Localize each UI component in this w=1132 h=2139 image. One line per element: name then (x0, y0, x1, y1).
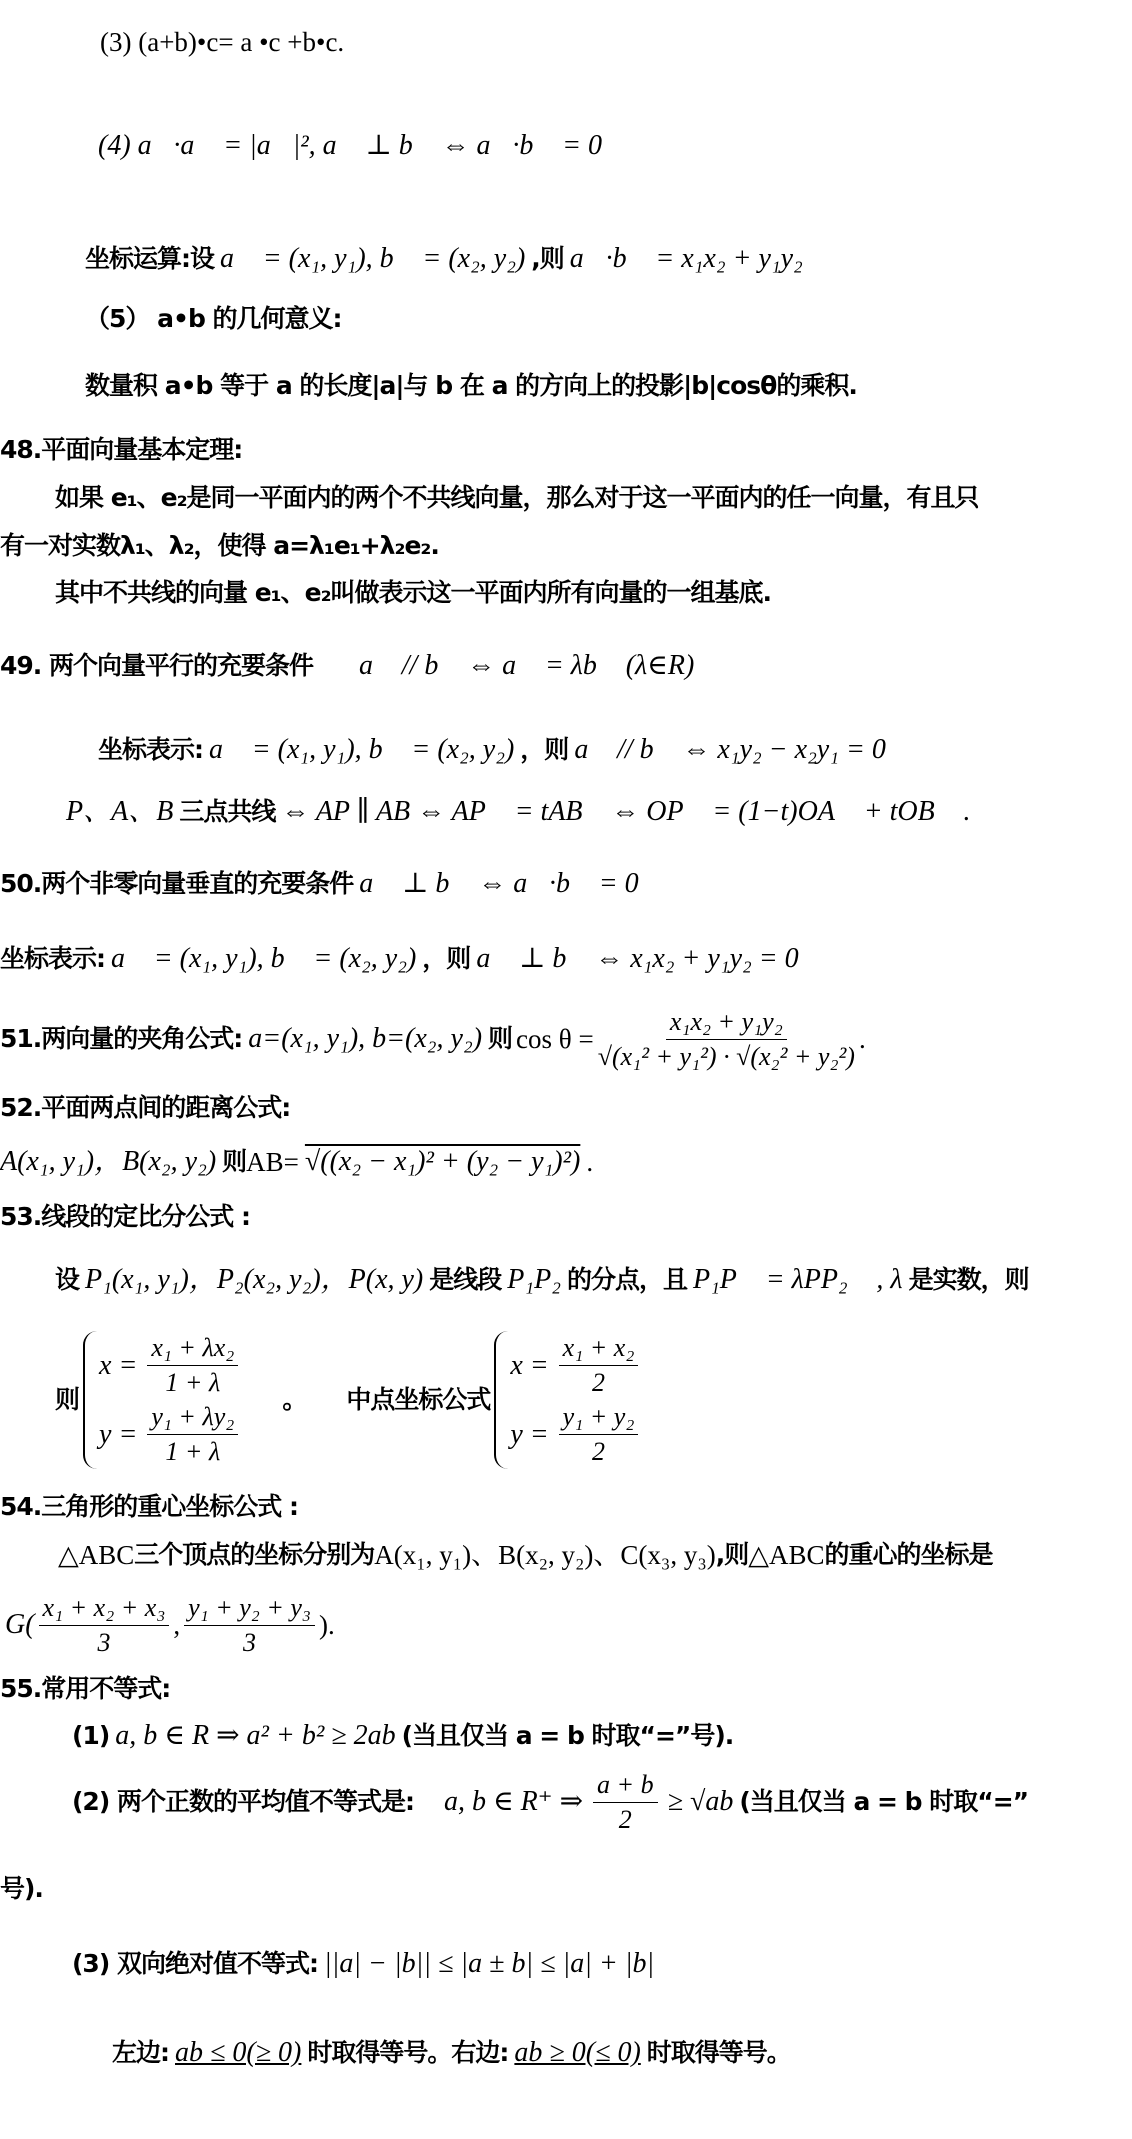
formula: a⃗·b⃗ = x₁x₂ + y₁y₂ (569, 243, 803, 274)
brace-system (494, 1331, 642, 1469)
section-53-title: 53.线段的定比分公式 : (0, 1202, 250, 1231)
label: 坐标运算:设 (85, 244, 214, 273)
formula: AB= (246, 1147, 299, 1177)
formula: P₁P⃗ = λPP₂⃗ , λ (692, 1264, 903, 1295)
label: (2) 两个正数的平均值不等式是: (72, 1787, 414, 1816)
label: 坐标表示: (98, 735, 203, 764)
formula: ≥ √ab (667, 1786, 734, 1817)
label: ，则 (422, 944, 471, 973)
formula: x = (99, 1349, 138, 1381)
label: 是线段 (429, 1265, 502, 1294)
fraction: $\frac{\text{x₁x₂ + y₁y₂}}{\text{√(x₁² + y₁²) · √(x₂² + y₂²)}}$ (597, 1006, 855, 1071)
fraction: x₁ + x₂ + x₃ 3 (39, 1591, 170, 1660)
formula: x = (510, 1349, 549, 1381)
section-49-coord (98, 730, 892, 770)
formula: a⃗ ⊥ b⃗ ⇔ x₁x₂ + y₁y₂ = 0 (476, 943, 799, 974)
formula: a⃗ = (x₁, y₁), b⃗ = (x₂, y₂) (111, 943, 417, 974)
formula: G( (5, 1609, 35, 1640)
label: 中点坐标公式 (346, 1385, 491, 1414)
brace-system (83, 1331, 242, 1469)
label: (当且仅当 a = b 时取“=” (739, 1787, 1029, 1816)
section-49-collinear (60, 792, 977, 832)
title: 51.两向量的夹角公式: (0, 1024, 243, 1053)
section-52-formula (0, 1142, 593, 1182)
formula: a, b ∈ R ⇒ a² + b² ≥ 2ab (115, 1720, 396, 1751)
formula: △ABC (748, 1540, 825, 1570)
inequality-3 (72, 1944, 660, 1984)
formula: A(x₁, y₁)，B(x₂, y₂) (0, 1146, 217, 1177)
formula: a⃗ = (x₁, y₁), b⃗ = (x₂, y₂) (220, 243, 526, 274)
property-5-heading: （5） a•b 的几何意义: (85, 304, 342, 333)
period: . (858, 1024, 866, 1054)
section-48-p3: 其中不共线的向量 e₁、e₂叫做表示这一平面内所有向量的一组基底. (55, 578, 772, 607)
label: 坐标表示: (0, 944, 105, 973)
inequality-2 (72, 1766, 1028, 1838)
inequality-1 (72, 1716, 733, 1756)
label: 时取得等号。右边: (307, 2038, 509, 2067)
section-54-centroid (5, 1590, 335, 1660)
section-49-title (0, 646, 700, 686)
title: 49. 两个向量平行的充要条件 (0, 651, 313, 680)
label: 则 (222, 1147, 247, 1176)
label: 左边: (112, 2038, 169, 2067)
property-3: (3) (a+b)•c= a •c +b•c. (100, 27, 345, 57)
section-51 (0, 1003, 866, 1075)
section-50-coord (0, 939, 805, 979)
period: 。 (282, 1385, 307, 1414)
label: (3) 双向绝对值不等式: (72, 1949, 318, 1978)
section-53-statement (55, 1260, 1029, 1300)
label: 的重心的坐标是 (824, 1540, 993, 1569)
label: ，则 (520, 735, 569, 764)
coordinate-operation (85, 239, 809, 279)
property-5-text: 数量积 a•b 等于 a 的长度|a|与 b 在 a 的方向上的投影|b|cosθ的乘积. (85, 371, 857, 400)
label: 三点共线 (179, 797, 276, 826)
comma: , (173, 1610, 181, 1640)
fraction: y₁ + y₂ + y₃ 3 (184, 1591, 315, 1660)
formula: cos θ = (516, 1024, 594, 1054)
formula: a=(x₁, y₁), b=(x₂, y₂) (248, 1023, 483, 1054)
title: 50.两个非零向量垂直的充要条件 (0, 869, 354, 898)
inequality-3-conditions (112, 2033, 791, 2073)
formula: P₁(x₁, y₁)，P₂(x₂, y₂)，P(x, y) (85, 1264, 424, 1295)
label: ,则 (531, 244, 564, 273)
formula: ⇔ AP ∥ AB ⇔ AP⃗ = tAB⃗ ⇔ OP⃗ = (1−t)OA⃗ + tOB⃗ . (281, 796, 971, 827)
label: ,则 (715, 1540, 749, 1569)
points: P、A、B (66, 796, 174, 827)
section-52-title: 52.平面两点间的距离公式: (0, 1093, 291, 1122)
formula: y = (510, 1418, 549, 1450)
formula: a⃗ // b⃗ ⇔ x₁y₂ − x₂y₁ = 0 (574, 734, 886, 765)
label: 是实数，则 (908, 1265, 1029, 1294)
label: 设 (55, 1265, 80, 1294)
section-54-title: 54.三角形的重心坐标公式 : (0, 1492, 298, 1521)
formula: A(x₁, y₁)、B(x₂, y₂)、C(x₃, y₃) (374, 1540, 716, 1570)
section-48-p1: 如果 e₁、e₂是同一平面内的两个不共线向量，那么对于这一平面内的任一向量，有且只 (55, 483, 979, 512)
formula: ab ≥ 0(≤ 0) (514, 2037, 641, 2068)
period: . (586, 1147, 594, 1177)
label: 则 (55, 1385, 80, 1414)
fraction: $\frac{\text{x₁ + λx₂}}{1 + \lambda}$ (147, 1331, 238, 1400)
section-48-title: 48.平面向量基本定理: (0, 435, 243, 464)
inequality-2-end: 号). (0, 1874, 43, 1903)
formula: △ABC (58, 1540, 135, 1570)
formula: P₁P₂ (507, 1264, 561, 1295)
label: (当且仅当 a = b 时取“=”号). (401, 1721, 734, 1750)
section-53-system (55, 1330, 642, 1470)
formula: a⃗ // b⃗ ⇔ a⃗ = λb⃗ (λ∈R) (359, 650, 695, 681)
formula: y = (99, 1418, 138, 1450)
formula: a⃗ = (x₁, y₁), b⃗ = (x₂, y₂) (209, 734, 515, 765)
formula: a⃗ ⊥ b⃗ ⇔ a⃗·b⃗ = 0 (359, 868, 639, 899)
formula: √((x₂ − x₁)² + (y₂ − y₁)²) (304, 1146, 581, 1177)
formula: a, b ∈ R⁺ ⇒ (443, 1786, 584, 1817)
fraction: $\frac{\text{x₁ + x₂}}{2}$ (559, 1331, 639, 1400)
section-55-title: 55.常用不等式: (0, 1674, 171, 1703)
label: 则 (488, 1024, 513, 1053)
label: 三个顶点的坐标分别为 (134, 1540, 375, 1569)
label: 的分点，且 (566, 1265, 687, 1294)
formula: ||a| − |b|| ≤ |a ± b| ≤ |a| + |b| (323, 1948, 655, 1979)
label: (1) (72, 1721, 110, 1750)
property-4: (4) a⃗·a⃗ = |a⃗|², a⃗ ⊥ b⃗ ⇔ a⃗·b⃗ = 0 (98, 130, 603, 161)
label: 时取得等号。 (646, 2038, 791, 2067)
fraction: $\frac{\text{y₁ + λy₂}}{1 + \lambda}$ (147, 1400, 238, 1469)
section-54-statement (58, 1535, 993, 1575)
section-48-p2: 有一对实数λ₁、λ₂，使得 a=λ₁e₁+λ₂e₂. (0, 531, 439, 560)
fraction: $\frac{a + b}{2}$ (593, 1768, 658, 1837)
section-50-title (0, 864, 645, 904)
formula: ). (318, 1610, 335, 1640)
formula: ab ≤ 0(≥ 0) (175, 2037, 302, 2068)
fraction: $\frac{\text{y₁ + y₂}}{2}$ (559, 1400, 639, 1469)
